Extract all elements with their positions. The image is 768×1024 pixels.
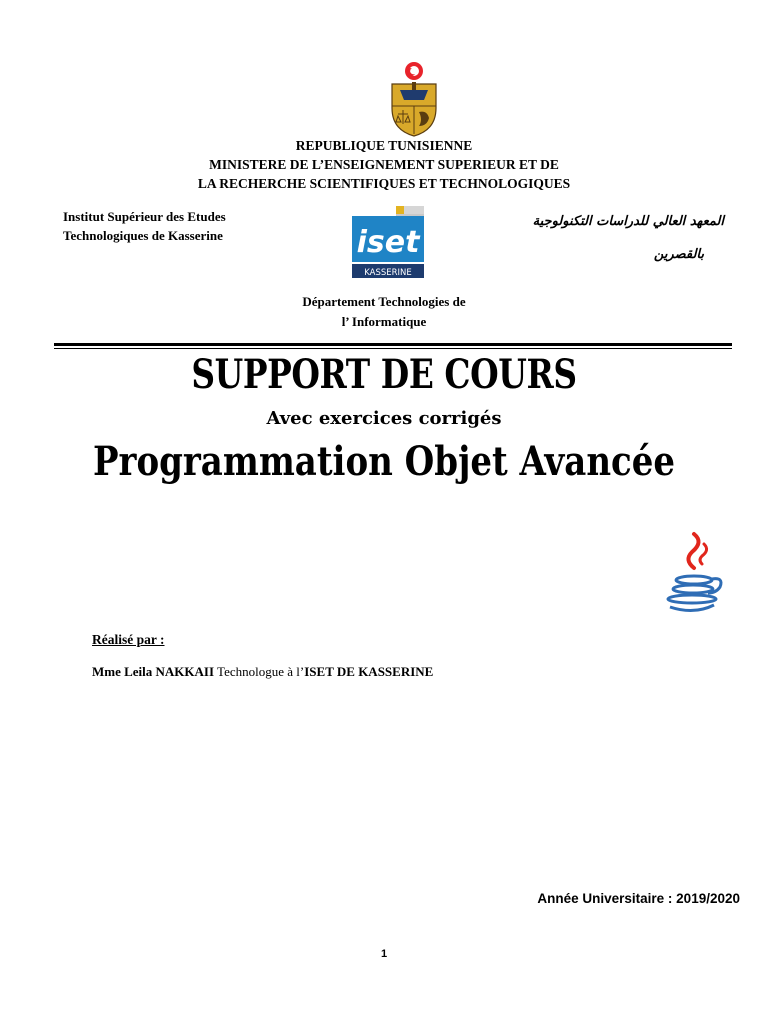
institute-ar-line1: المعهد العالي للدراسات التكنولوجية bbox=[532, 214, 724, 229]
ministry-heading-1: MINISTERE DE L’ENSEIGNEMENT SUPERIEUR ET DE bbox=[209, 157, 559, 172]
institute-name-ar bbox=[484, 205, 724, 271]
iset-logo-caption: KASSERINE bbox=[364, 268, 412, 278]
title-divider-thick bbox=[54, 343, 732, 346]
author-institution: ISET DE KASSERINE bbox=[304, 664, 434, 679]
author-line bbox=[92, 664, 433, 680]
department bbox=[0, 292, 768, 332]
institute-fr-line1: Institut Supérieur des Etudes bbox=[63, 209, 226, 224]
department-line2: l’ Informatique bbox=[341, 314, 427, 329]
tunisia-emblem-icon bbox=[386, 60, 442, 138]
ministry-heading-2: LA RECHERCHE SCIENTIFIQUES ET TECHNOLOGIQUES bbox=[197, 176, 571, 191]
author-label: Réalisé par : bbox=[92, 632, 165, 647]
institute-ar-line2: بالقصرين bbox=[653, 247, 704, 262]
course-title: Programmation Objet Avancée bbox=[92, 438, 676, 485]
iset-logo-text: iset bbox=[356, 225, 420, 260]
author-role: Technologue à l’ bbox=[214, 664, 305, 679]
department-line1: Département Technologies de bbox=[302, 294, 466, 309]
author-name: Mme Leila NAKKAII bbox=[92, 664, 215, 679]
document-title: SUPPORT DE COURS bbox=[191, 351, 577, 398]
republic-heading: REPUBLIQUE TUNISIENNE bbox=[295, 138, 473, 153]
institute-name-fr bbox=[63, 207, 283, 245]
page-number: 1 bbox=[380, 948, 388, 960]
title-divider-thin bbox=[54, 348, 732, 349]
document-subtitle: Avec exercices corrigés bbox=[266, 408, 502, 429]
institute-fr-line2: Technologiques de Kasserine bbox=[63, 228, 223, 243]
java-cup-icon bbox=[660, 530, 732, 614]
academic-year: Année Universitaire : 2019/2020 bbox=[537, 891, 740, 906]
iset-logo bbox=[352, 206, 424, 278]
